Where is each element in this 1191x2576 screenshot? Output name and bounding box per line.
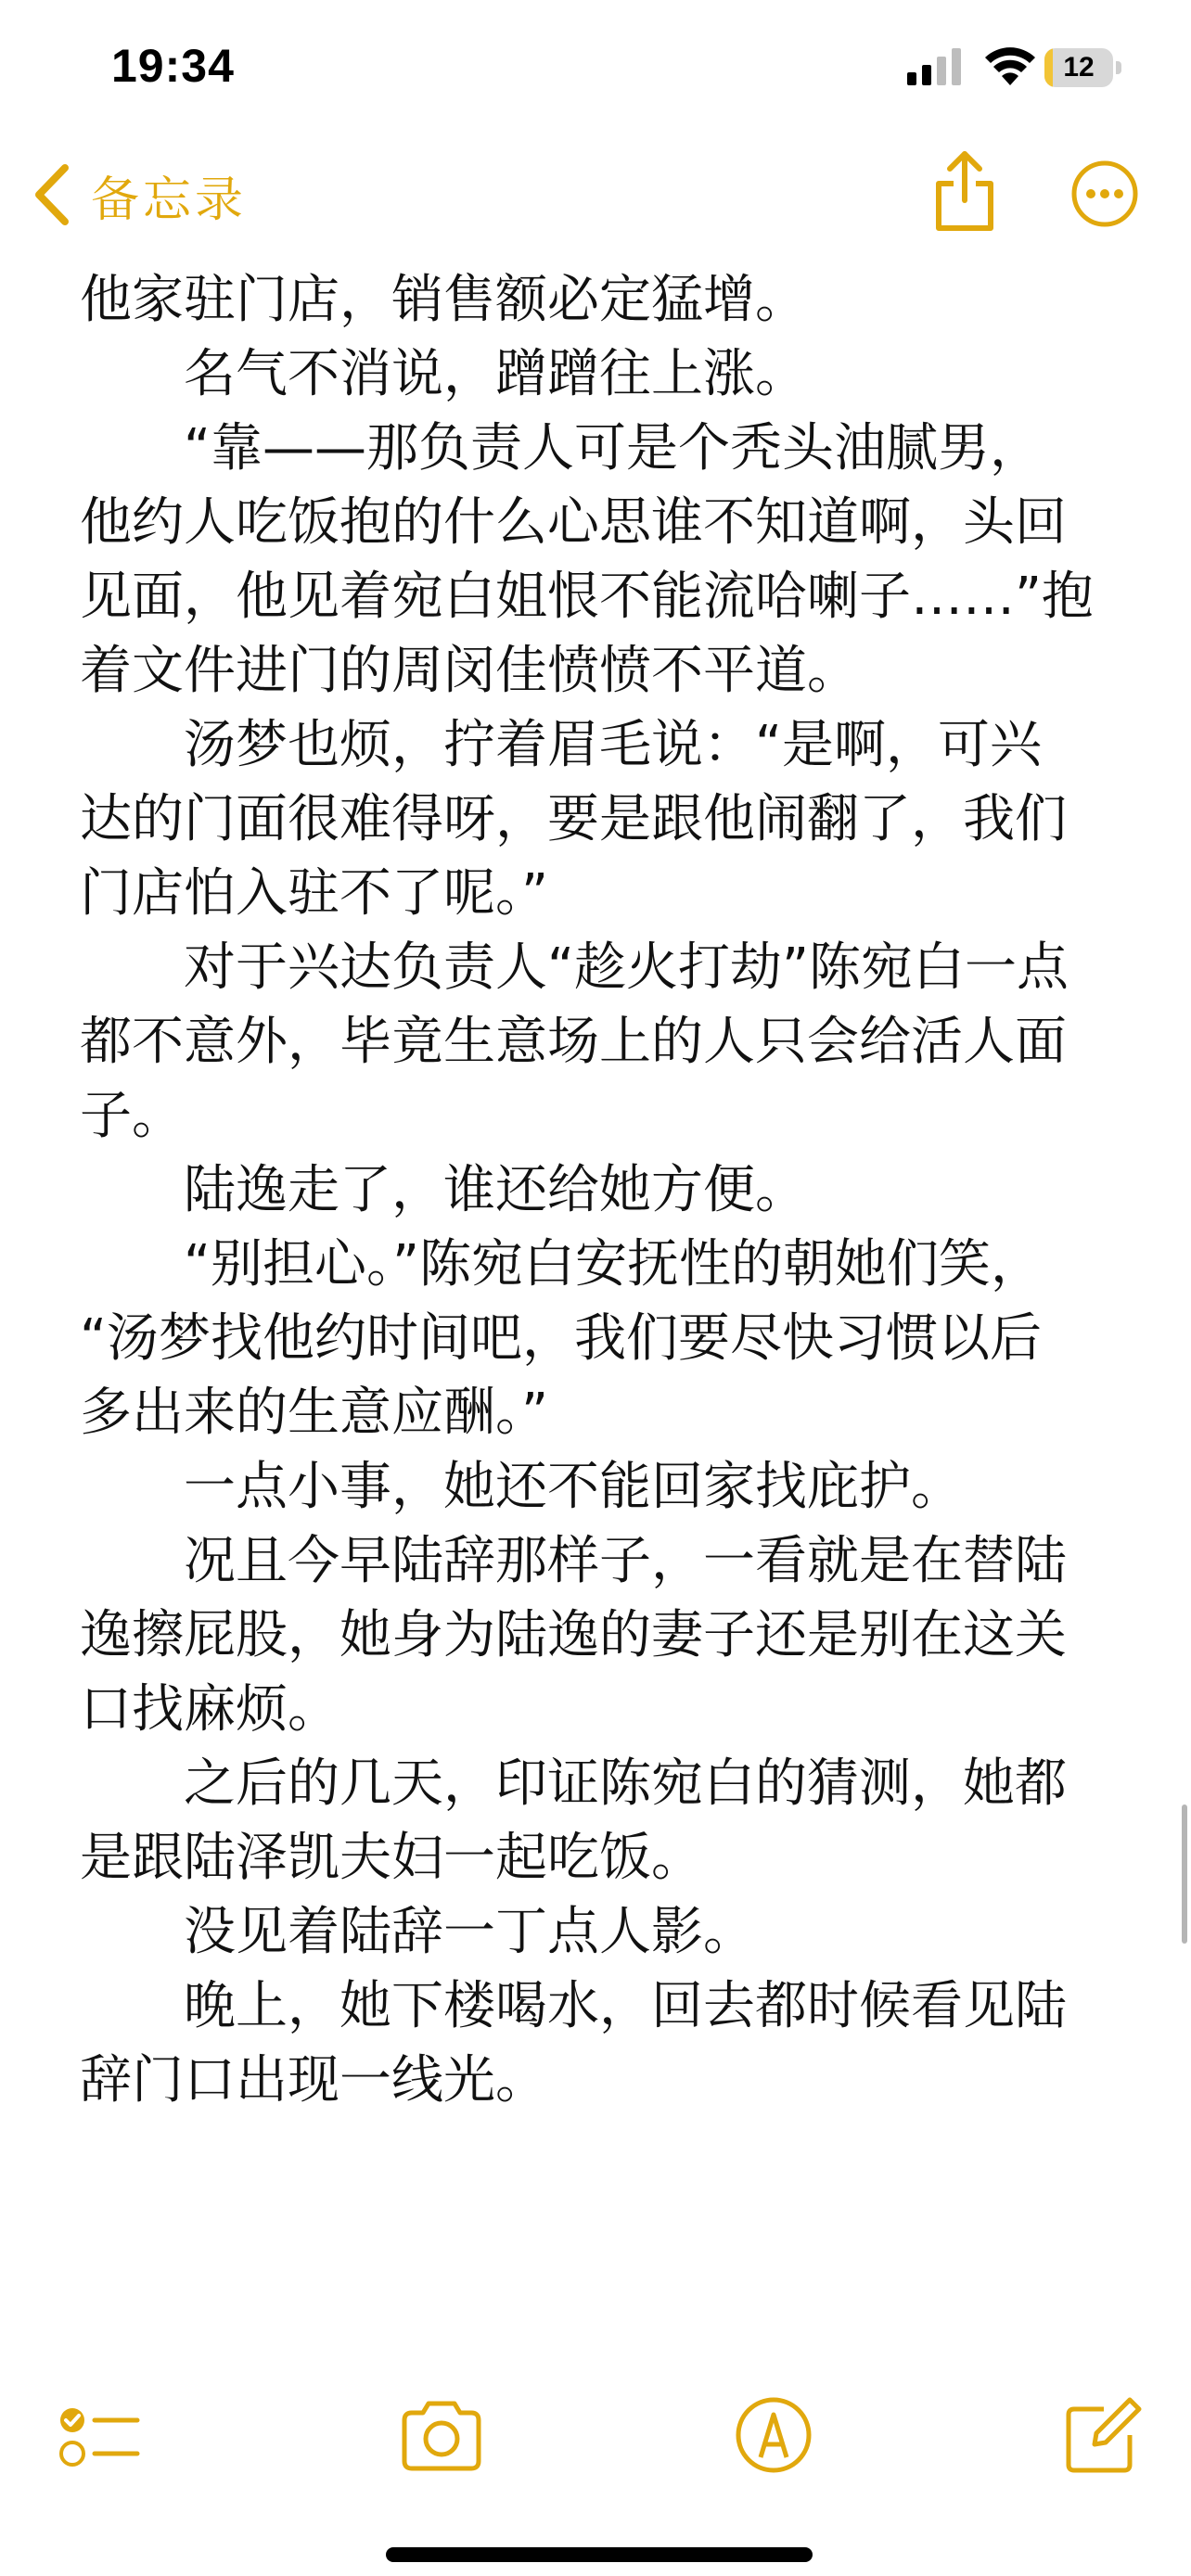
markup-icon[interactable] bbox=[729, 2391, 818, 2480]
note-line: 口找麻烦。 bbox=[80, 1679, 339, 1740]
status-bar bbox=[0, 0, 1191, 139]
chevron-left-icon bbox=[33, 164, 70, 225]
compose-icon[interactable] bbox=[1057, 2391, 1146, 2480]
note-line: 况且今早陆辞那样子，一看就是在替陆 bbox=[80, 1531, 1067, 1591]
note-line: 多出来的生意应酬。” bbox=[80, 1383, 549, 1443]
wifi-icon bbox=[983, 46, 1037, 85]
note-line: 他约人吃饭抱的什么心思谁不知道啊，头回 bbox=[80, 492, 1067, 553]
note-line: 辞门口出现一线光。 bbox=[80, 2050, 547, 2111]
battery-tip bbox=[1116, 61, 1121, 74]
scroll-indicator[interactable] bbox=[1182, 1804, 1187, 1944]
note-line: 见面，他见着宛白姐恨不能流哈喇子……”抱 bbox=[80, 567, 1095, 627]
note-line: 达的门面很难得呀，要是跟他闹翻了，我们 bbox=[80, 789, 1067, 849]
note-line: 陆逸走了，谁还给她方便。 bbox=[80, 1160, 807, 1220]
status-time: 19:34 bbox=[111, 40, 235, 92]
note-line: 子。 bbox=[80, 1086, 184, 1146]
bottom-toolbar bbox=[0, 2374, 1191, 2494]
back-button[interactable] bbox=[33, 158, 247, 232]
note-line: 之后的几天，印证陈宛白的猜测，她都 bbox=[80, 1753, 1067, 1814]
battery-icon bbox=[1044, 48, 1122, 87]
share-icon[interactable] bbox=[931, 150, 998, 234]
note-line: “汤梦找他约时间吧，我们要尽快习惯以后 bbox=[80, 1308, 1043, 1369]
battery-level: 12 bbox=[1063, 52, 1095, 83]
note-line: 是跟陆泽凯夫妇一起吃饭。 bbox=[80, 1828, 703, 1888]
note-line: 一点小事，她还不能回家找庇护。 bbox=[80, 1457, 963, 1517]
battery-body bbox=[1044, 48, 1113, 87]
note-line: 汤梦也烦，拧着眉毛说：“是啊，可兴 bbox=[80, 715, 1043, 775]
nav-bar bbox=[0, 139, 1191, 250]
more-icon[interactable] bbox=[1070, 159, 1139, 228]
camera-icon[interactable] bbox=[397, 2391, 486, 2480]
note-line: 对于兴达负责人“趁火打劫”陈宛白一点 bbox=[80, 937, 1069, 998]
cellular-signal-icon bbox=[907, 48, 963, 85]
note-line: 名气不消说，蹭蹭往上涨。 bbox=[80, 344, 807, 404]
note-line: 他家驻门店，销售额必定猛增。 bbox=[80, 270, 807, 330]
note-line: 都不意外，毕竟生意场上的人只会给活人面 bbox=[80, 1012, 1067, 1072]
note-line: “别担心。”陈宛白安抚性的朝她们笑， bbox=[80, 1234, 1044, 1294]
note-line: 着文件进门的周闵佳愤愤不平道。 bbox=[80, 641, 859, 701]
note-line: 没见着陆辞一丁点人影。 bbox=[80, 1902, 755, 1962]
back-label: 备忘录 bbox=[91, 172, 248, 228]
note-line: 门店怕入驻不了呢。” bbox=[80, 863, 549, 924]
note-line: 晚上，她下楼喝水，回去都时候看见陆 bbox=[80, 1976, 1067, 2036]
checklist-icon[interactable] bbox=[52, 2391, 141, 2480]
home-indicator[interactable] bbox=[386, 2547, 813, 2562]
note-line: “靠——那负责人可是个秃头油腻男， bbox=[80, 418, 1043, 478]
note-line: 逸擦屁股，她身为陆逸的妻子还是别在这关 bbox=[80, 1605, 1067, 1665]
